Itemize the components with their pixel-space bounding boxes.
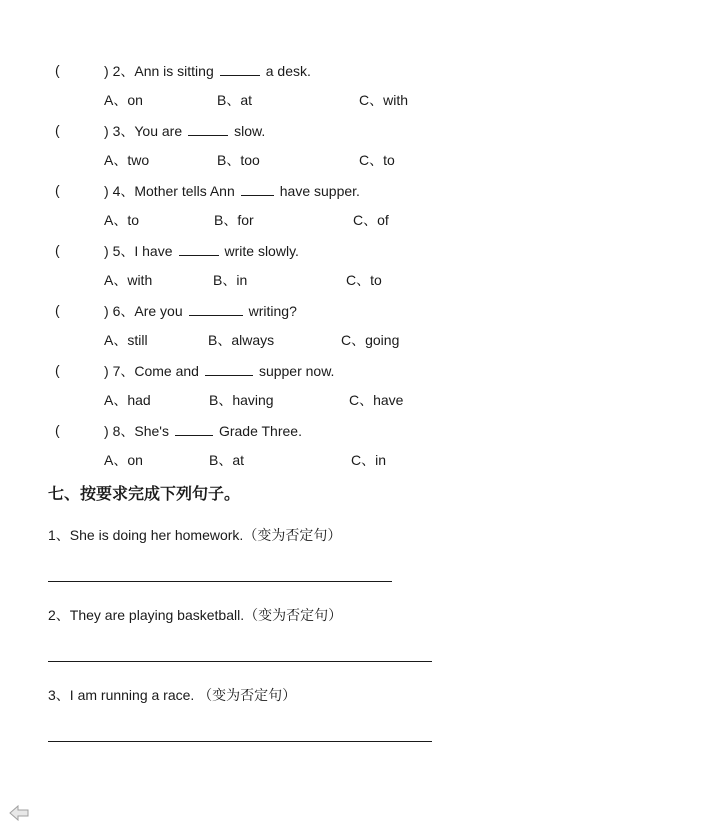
answer-line bbox=[48, 661, 432, 662]
option-b: B、always bbox=[208, 332, 275, 348]
question-text-before: Mother tells Ann bbox=[134, 183, 235, 199]
question-text-after: writing? bbox=[248, 303, 297, 319]
answer-paren-open: ( bbox=[55, 122, 60, 138]
answer-blank bbox=[241, 181, 274, 196]
answer-paren-open: ( bbox=[55, 422, 60, 438]
question-number: 2、 bbox=[112, 63, 135, 79]
option-a: A、with bbox=[104, 272, 153, 288]
option-c: C、have bbox=[349, 392, 404, 408]
question-text-after: a desk. bbox=[265, 63, 311, 79]
paren-close: ) bbox=[104, 183, 109, 199]
option-c: C、with bbox=[359, 92, 409, 108]
option-b: B、at bbox=[217, 92, 253, 108]
option-c: C、of bbox=[353, 212, 389, 228]
question-text-after: supper now. bbox=[258, 363, 335, 379]
option-c: C、to bbox=[359, 152, 395, 168]
option-a: A、still bbox=[104, 332, 148, 348]
task-3: 3、I am running a race. （变为否定句） bbox=[48, 687, 297, 703]
answer-blank bbox=[205, 361, 253, 376]
question-text-after: write slowly. bbox=[224, 243, 299, 259]
question-text-after: have supper. bbox=[279, 183, 360, 199]
question-number: 7、 bbox=[112, 363, 135, 379]
answer-blank bbox=[188, 121, 228, 136]
question-number: 5、 bbox=[112, 243, 135, 259]
answer-paren-open: ( bbox=[55, 182, 60, 198]
question-number: 8、 bbox=[112, 423, 135, 439]
paren-close: ) bbox=[104, 303, 109, 319]
question-8 bbox=[104, 421, 302, 440]
question-text-before: Come and bbox=[134, 363, 199, 379]
answer-blank bbox=[189, 301, 243, 316]
answer-paren-open: ( bbox=[55, 362, 60, 378]
question-text-before: She's bbox=[134, 423, 169, 439]
option-a: A、to bbox=[104, 212, 140, 228]
option-a: A、on bbox=[104, 452, 143, 468]
section-title: 七、按要求完成下列句子。 bbox=[48, 484, 241, 503]
option-b: B、for bbox=[214, 212, 254, 228]
question-number: 6、 bbox=[112, 303, 135, 319]
question-7 bbox=[104, 361, 334, 380]
option-b: B、having bbox=[209, 392, 274, 408]
question-number: 3、 bbox=[112, 123, 135, 139]
question-5 bbox=[104, 241, 299, 260]
answer-paren-open: ( bbox=[55, 302, 60, 318]
question-2 bbox=[104, 61, 311, 80]
question-number: 4、 bbox=[112, 183, 135, 199]
paren-close: ) bbox=[104, 123, 109, 139]
question-text-after: Grade Three. bbox=[218, 423, 302, 439]
question-text-before: Are you bbox=[134, 303, 183, 319]
answer-paren-open: ( bbox=[55, 62, 60, 78]
answer-paren-open: ( bbox=[55, 242, 60, 258]
question-text-before: I have bbox=[134, 243, 173, 259]
paren-close: ) bbox=[104, 243, 109, 259]
option-c: C、to bbox=[346, 272, 382, 288]
option-a: A、on bbox=[104, 92, 143, 108]
task-2: 2、They are playing basketball.（变为否定句） bbox=[48, 607, 343, 623]
option-b: B、in bbox=[213, 272, 248, 288]
question-text-after: slow. bbox=[234, 123, 266, 139]
paren-close: ) bbox=[104, 63, 109, 79]
paren-close: ) bbox=[104, 363, 109, 379]
question-text-before: Ann is sitting bbox=[134, 63, 214, 79]
question-3 bbox=[104, 121, 265, 140]
answer-line bbox=[48, 581, 392, 582]
question-6 bbox=[104, 301, 297, 320]
question-text-before: You are bbox=[134, 123, 183, 139]
option-a: A、two bbox=[104, 152, 150, 168]
answer-blank bbox=[175, 421, 213, 436]
answer-blank bbox=[179, 241, 219, 256]
answer-blank bbox=[220, 61, 260, 76]
question-4 bbox=[104, 181, 360, 200]
option-c: C、in bbox=[351, 452, 387, 468]
answer-line bbox=[48, 741, 432, 742]
option-b: B、at bbox=[209, 452, 245, 468]
option-b: B、too bbox=[217, 152, 260, 168]
option-a: A、had bbox=[104, 392, 151, 408]
paren-close: ) bbox=[104, 423, 109, 439]
back-arrow-icon[interactable] bbox=[9, 805, 29, 821]
option-c: C、going bbox=[341, 332, 400, 348]
task-1: 1、She is doing her homework.（变为否定句） bbox=[48, 527, 342, 543]
